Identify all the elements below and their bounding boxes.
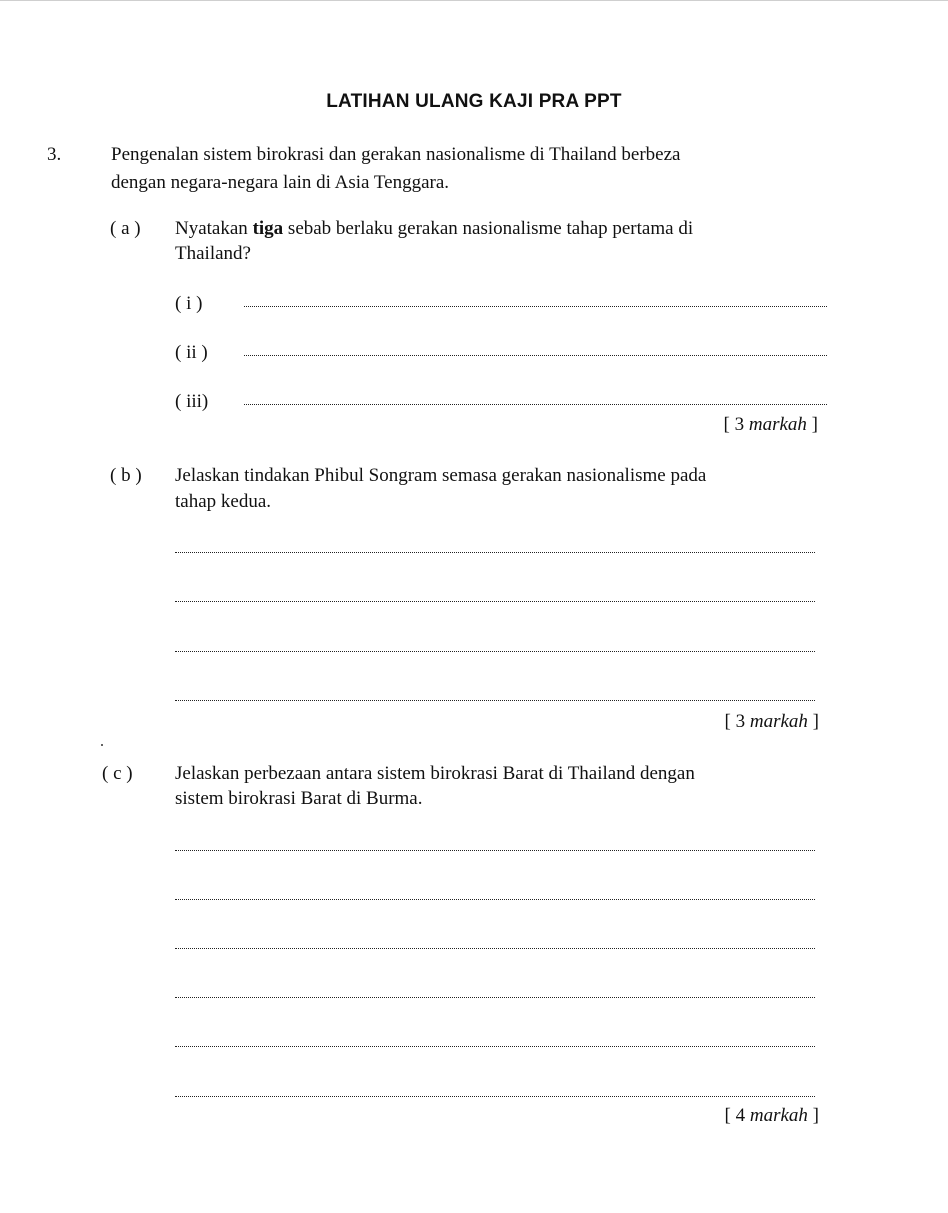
stray-mark (101, 744, 103, 746)
question-intro-line-2: dengan negara-negara lain di Asia Tenggara. (111, 172, 450, 193)
answer-line-c-6[interactable] (175, 1096, 815, 1097)
answer-line-c-2[interactable] (175, 899, 815, 900)
part-a-question-line-1: Nyatakan tiga sebab berlaku gerakan nasionalisme tahap pertama di (175, 218, 694, 239)
answer-line-b-2[interactable] (175, 601, 815, 602)
part-c-marks: [ 4 markah ] (724, 1105, 819, 1126)
answer-line-c-5[interactable] (175, 1046, 815, 1047)
answer-line-c-1[interactable] (175, 850, 815, 851)
answer-line-a-iii[interactable] (244, 404, 827, 405)
answer-line-a-ii[interactable] (244, 355, 827, 356)
part-a-subitem-i-label: ( i ) (175, 293, 203, 314)
answer-line-c-4[interactable] (175, 997, 815, 998)
question-number: 3. (47, 144, 62, 165)
question-intro-line-1: Pengenalan sistem birokrasi dan gerakan nasionalisme di Thailand berbeza (111, 144, 681, 165)
page-title: LATIHAN ULANG KAJI PRA PPT (326, 91, 622, 112)
part-c-question-line-1: Jelaskan perbezaan antara sistem birokrasi Barat di Thailand dengan (175, 763, 695, 784)
part-a-question-line-2: Thailand? (175, 243, 251, 264)
answer-line-a-i[interactable] (244, 306, 827, 307)
part-a-subitem-iii-label: ( iii) (175, 391, 209, 412)
part-a-label: ( a ) (110, 218, 141, 239)
answer-line-c-3[interactable] (175, 948, 815, 949)
part-c-question-line-2: sistem birokrasi Barat di Burma. (175, 788, 423, 809)
answer-line-b-4[interactable] (175, 700, 815, 701)
part-a-subitem-ii-label: ( ii ) (175, 342, 208, 363)
part-b-label: ( b ) (110, 465, 142, 486)
part-b-marks: [ 3 markah ] (724, 711, 819, 732)
answer-line-b-3[interactable] (175, 651, 815, 652)
part-b-question-line-2: tahap kedua. (175, 491, 272, 512)
top-border (0, 0, 948, 1)
answer-line-b-1[interactable] (175, 552, 815, 553)
part-c-label: ( c ) (102, 763, 133, 784)
part-b-question-line-1: Jelaskan tindakan Phibul Songram semasa gerakan nasionalisme pada (175, 465, 707, 486)
part-a-marks: [ 3 markah ] (723, 414, 818, 435)
